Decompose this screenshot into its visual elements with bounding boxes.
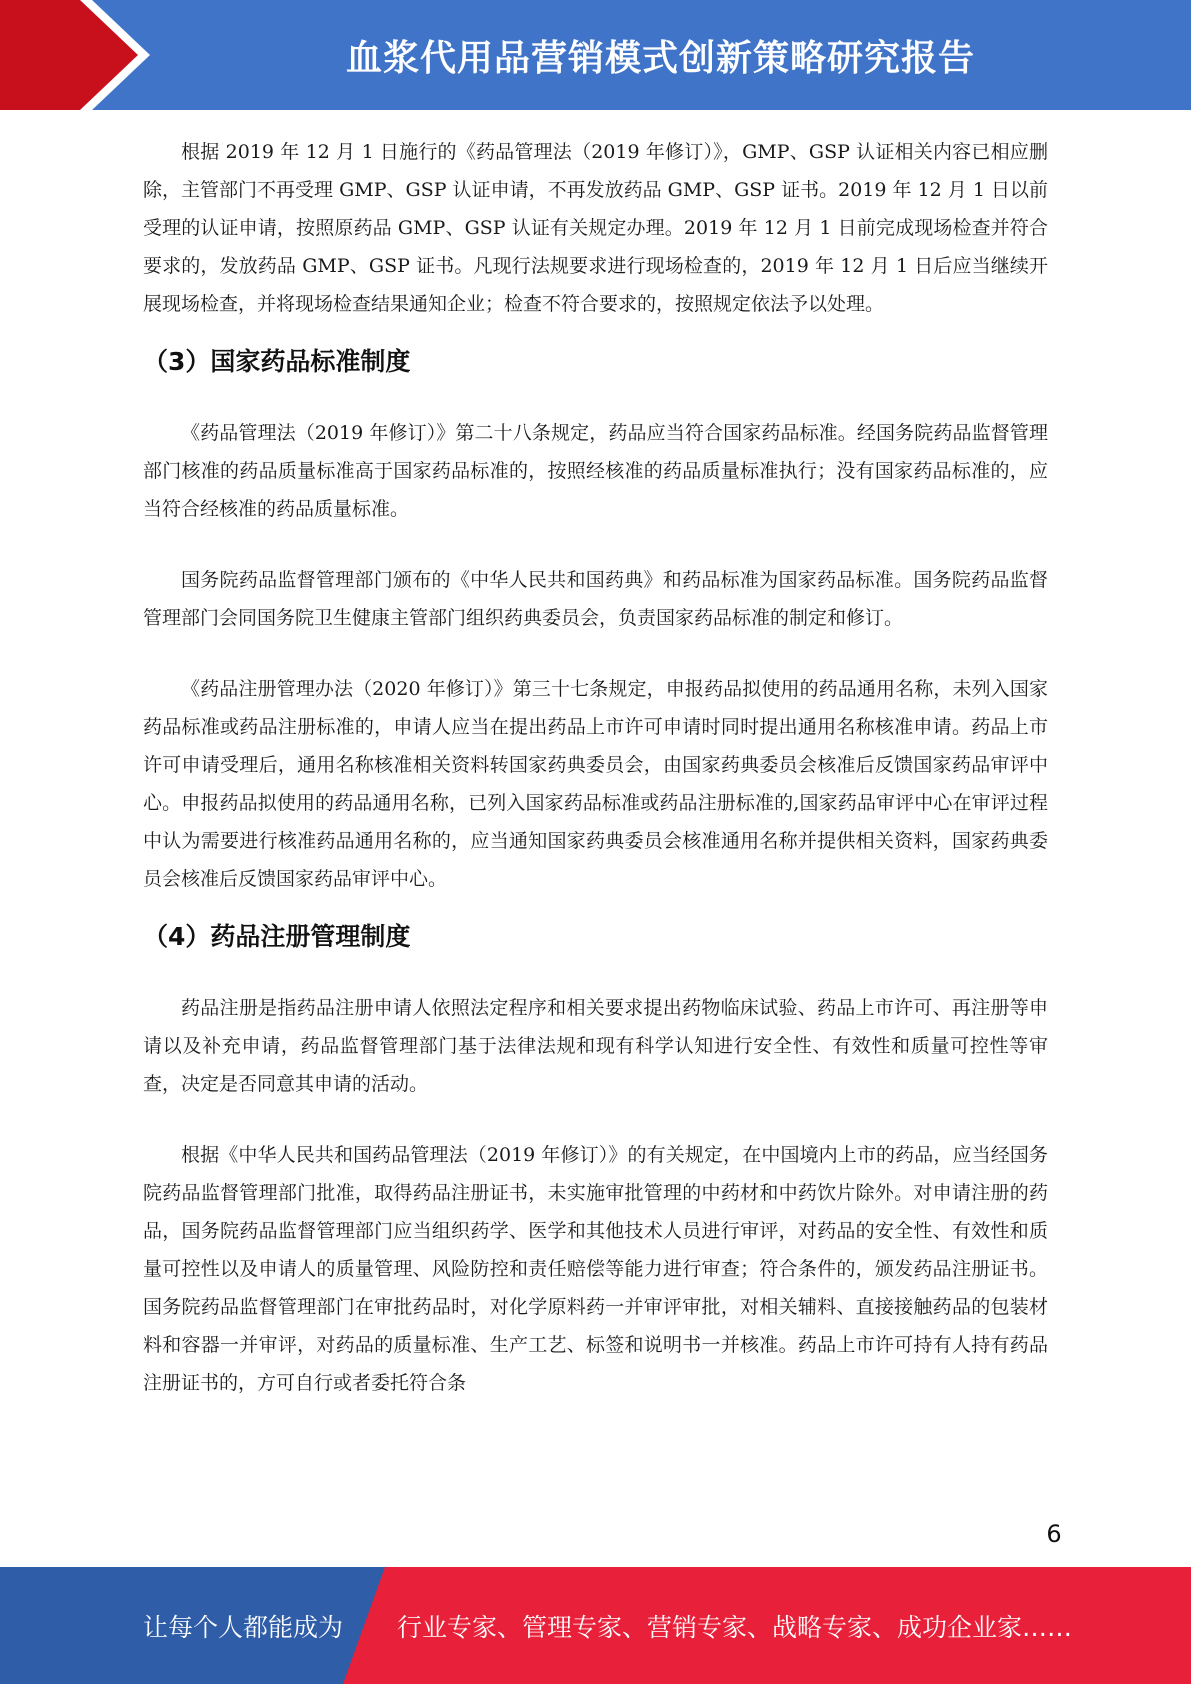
page-number: 6	[1046, 1520, 1062, 1548]
section-heading-4: （4）药品注册管理制度	[143, 922, 411, 951]
paragraph-gmp-gsp: 根据 2019 年 12 月 1 日施行的《药品管理法（2019 年修订）》，GMP、GSP 认证相关内容已相应删除，主管部门不再受理 GMP、GSP 认证申请，不再发放药品 GMP、GSP 证书。2019 年 12 月 1 日以前受理的认证申请，按照原药品 GMP、GSP 认证有关规定办理。2019 年 12 月 1 日前完成现场检查并符合要求的，发放药品 GMP、GSP 证书。凡现行法规要求进行现场检查的，2019 年 12 月 1 日后应当继续开展现场检查，并将现场检查结果通知企业；检查不符合要求的，按照规定依法予以处理。	[143, 141, 1049, 315]
footer-slogan-right: 行业专家、管理专家、营销专家、战略专家、成功企业家……	[397, 1612, 1073, 1642]
document-body	[143, 133, 1048, 1402]
header-arrow-icon	[0, 0, 140, 110]
page-footer	[0, 1567, 1191, 1684]
report-title: 血浆代用品营销模式创新策略研究报告	[345, 37, 975, 79]
paragraph-drug-standard: 《药品管理法（2019 年修订）》第二十八条规定，药品应当符合国家药品标准。经国务院药品监督管理部门核准的药品质量标准高于国家药品标准的，按照经核准的药品质量标准执行；没有国家药品标准的，应当符合经核准的药品质量标准。	[143, 422, 1048, 520]
paragraph-registration-definition: 药品注册是指药品注册申请人依照法定程序和相关要求提出药物临床试验、药品上市许可、再注册等申请以及补充申请，药品监督管理部门基于法律法规和现有科学认知进行安全性、有效性和质量可控性等审查，决定是否同意其申请的活动。	[143, 997, 1048, 1095]
section-heading-3: （3）国家药品标准制度	[143, 347, 411, 376]
page-header	[0, 0, 1191, 110]
paragraph-registration-law: 根据《中华人民共和国药品管理法（2019 年修订）》的有关规定，在中国境内上市的药品，应当经国务院药品监督管理部门批准，取得药品注册证书，未实施审批管理的中药材和中药饮片除外。对申请注册的药品，国务院药品监督管理部门应当组织药学、医学和其他技术人员进行审评，对药品的安全性、有效性和质量可控性以及申请人的质量管理、风险防控和责任赔偿等能力进行审查；符合条件的，颁发药品注册证书。国务院药品监督管理部门在审批药品时，对化学原料药一并审评审批，对相关辅料、直接接触药品的包装材料和容器一并审评，对药品的质量标准、生产工艺、标签和说明书一并核准。药品上市许可持有人持有药品注册证书的，方可自行或者委托符合条	[143, 1144, 1048, 1394]
footer-slogan-left: 让每个人都能成为	[143, 1612, 344, 1642]
paragraph-pharmacopoeia: 国务院药品监督管理部门颁布的《中华人民共和国药典》和药品标准为国家药品标准。国务院药品监督管理部门会同国务院卫生健康主管部门组织药典委员会，负责国家药品标准的制定和修订。	[143, 569, 1048, 629]
paragraph-generic-name: 《药品注册管理办法（2020 年修订）》第三十七条规定，申报药品拟使用的药品通用名称，未列入国家药品标准或药品注册标准的，申请人应当在提出药品上市许可申请时同时提出通用名称核准申请。药品上市许可申请受理后，通用名称核准相关资料转国家药典委员会，由国家药典委员会核准后反馈国家药品审评中心。申报药品拟使用的药品通用名称，已列入国家药品标准或药品注册标准的,国家药品审评中心在审评过程中认为需要进行核准药品通用名称的，应当通知国家药典委员会核准通用名称并提供相关资料，国家药典委员会核准后反馈国家药品审评中心。	[143, 678, 1048, 890]
